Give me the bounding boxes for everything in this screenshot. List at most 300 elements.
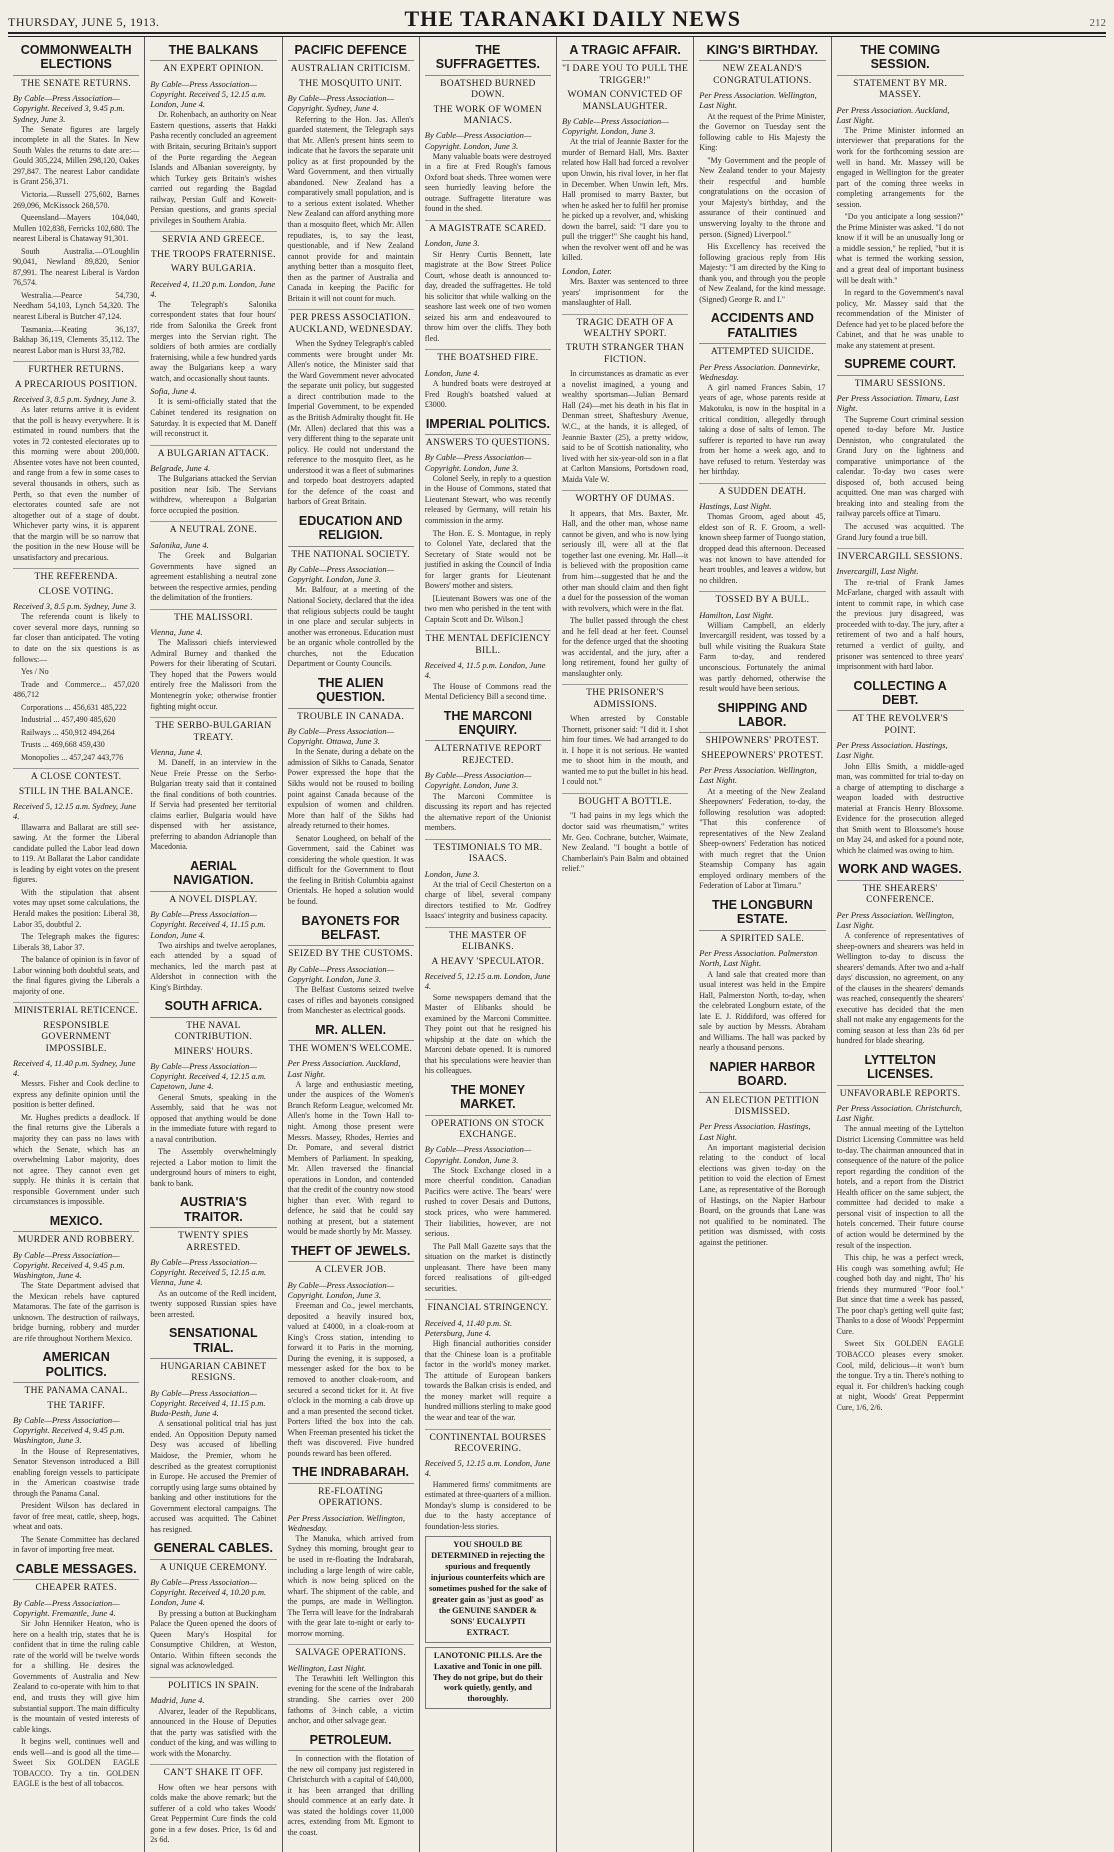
paragraph: By pressing a button at Buckingham Palace the Queen opened the doors of Queen Mary's Hospital for Consumptive Children, at Weston, Ontario. Within fifteen seconds the signal was acknowledged. bbox=[150, 1608, 277, 1671]
paragraph: President Wilson has declared in favor of free meat, cattle, sheep, hogs, wheat and oats. bbox=[13, 1501, 140, 1532]
article-headline: PACIFIC DEFENCE bbox=[288, 43, 414, 61]
paragraph: The Hon. E. S. Montague, in reply to Colonel Yate, declared that the Secretary of State would not be justified in asking the Council of India for larger grants for Lieutenant Bowers' mother and sisters. bbox=[424, 528, 551, 591]
article bbox=[425, 417, 551, 703]
subheading: CAN'T SHAKE IT OFF. bbox=[150, 1764, 276, 1779]
dateline: Invercargill, Last Night. bbox=[836, 566, 919, 577]
dateline: Wellington, Last Night. bbox=[287, 1662, 367, 1673]
paragraph: The Manuka, which arrived from Sydney this morning, brought gear to be used in re-floating the Indrabarah, including a large length of wire cable, which is now being spliced on the wharf. The shipment of the cable, and the pumps, are made in Wellington. The Terra will leave for the Indrabarah with the gear late to-night or early to-morrow morning. bbox=[287, 1533, 414, 1638]
paragraph: The Marconi Committee is discussing its report and has rejected the alternative report of the Unionist members. bbox=[424, 791, 551, 833]
dateline: Per Press Association. Wellington, Last Night. bbox=[699, 90, 817, 111]
paragraph: It appears, that Mrs. Baxter, Mr. Hall, and the other man, whose name cannot be given, and who is now lying seriously ill, were all at the flat together last one evening. Mr. Hall—it is believed with the proposition came from him—suggested that he and the other man should claim and then fight a duel for the possession of the woman with revolvers, which were in the flat. bbox=[562, 508, 689, 613]
paragraph: Many valuable boats were destroyed in a fire at Fred Rough's famous Oxford boat sheds. Three women were seen hurriedly leaving before the outrage. Suffragette literature was found in the shed. bbox=[424, 151, 551, 214]
dateline: Received 4, 11.5 p.m. London, June 4. bbox=[424, 660, 546, 681]
article bbox=[837, 679, 964, 857]
advertisement: LANOTONIC PILLS. Are the Laxative and Tonic in one pill. They do not gripe, but do their work quietly, gently, and thoroughly. bbox=[425, 1647, 551, 1710]
article bbox=[425, 1083, 551, 1709]
article bbox=[699, 701, 825, 892]
dateline: London, June 4. bbox=[424, 367, 480, 378]
article bbox=[837, 357, 964, 672]
dateline: Per Press Association. Timaru, Last Night. bbox=[836, 393, 959, 414]
subheading: AN ELECTION PETITION DISMISSED. bbox=[705, 1095, 820, 1118]
article-headline: KING'S BIRTHDAY. bbox=[699, 43, 825, 61]
article bbox=[699, 898, 825, 1054]
paragraph: A land sale that created more than usual interest was held in the Empire Hall, Palmerston North, to-day, when the celebrated Longburn estate, of the late E. J. Riddiford, was offered for sale by auction by Messrs. Abraham and Williams. The hall was packed by nearly a thousand persons. bbox=[699, 969, 826, 1053]
subheading: A BULGARIAN ATTACK. bbox=[150, 445, 276, 460]
dateline: Per Press Association. Dannevirke, Wednesday. bbox=[699, 361, 820, 382]
paragraph: When the Sydney Telegraph's cabled comments were brought under Mr. Allen's notice, the Minister said that the Ward Government never advocated the separate unit policy, but suggested a direct contribution made to the Imperial Government, to be expended as the British Admiralty thought fit. He (Mr. Allen) declared that this was a very different thing to the separate unit policy. He could not understand the reference to the mosquito fleet, as he understood it was a fleet of submarines and torpedo boat destroyers adapted for the defence of the coast and harbors of Great Britain. bbox=[287, 339, 414, 507]
dateline: Received 4, 11.40 p.m. Sydney, June 4. bbox=[13, 1057, 136, 1079]
subheading: A SPIRITED SALE. bbox=[720, 933, 805, 944]
article bbox=[837, 43, 964, 351]
paragraph: Trusts ... 469,668 459,430 bbox=[21, 740, 105, 750]
paragraph: The Senate Committee has declared in favor of importing free meat. bbox=[13, 1534, 140, 1555]
article-headline: AUSTRIA'S TRAITOR. bbox=[150, 1195, 276, 1228]
paragraph: Dr. Rohenbach, an authority on Near Eastern questions, asserts that Hakki Pasha recently concluded an agreement with Britain, securing Britain's support of the Porte regarding the Aegean Islands and Albanian sovereignty, by which Turkey gets Britain's wishes carried out regarding the Bagdad railway, Persian Gulf and Koweit-Persian questions, and grants special privileges in Southern Arabia. bbox=[150, 110, 277, 225]
dateline: By Cable—Press Association—Copyright. Received 3, 9.45 p.m. Sydney, June 3. bbox=[13, 93, 125, 124]
subheading: TOSSED BY A BULL. bbox=[699, 591, 825, 606]
paragraph: This chip, he was a perfect wreck, His cough was something awful; He coughed both day and night, Tho' his friends they murmured "Poor fool." But since that time a week has passed, The poor chap's getting well quite fast; Thanks to a dose of Woods' Peppermint Cure. bbox=[836, 1253, 964, 1336]
article bbox=[150, 1326, 276, 1535]
paragraph: The Bulgarians attacked the Servian position near Isib. The Servians withdrew, whereupon a Bulgarian force occupied the position. bbox=[150, 474, 277, 515]
subheading: ATTEMPTED SUICIDE. bbox=[710, 347, 814, 358]
article-headline: A TRAGIC AFFAIR. bbox=[562, 43, 688, 61]
subheading: A SUDDEN DEATH. bbox=[699, 483, 825, 498]
article-headline: MR. ALLEN. bbox=[288, 1023, 414, 1041]
paragraph: Alvarez, leader of the Republicans, announced in the House of Deputies that the party was satisfied with the conduct of the king, and was willing to work with the Monarchy. bbox=[150, 1706, 277, 1758]
article-headline: LYTTELTON LICENSES. bbox=[837, 1053, 964, 1086]
subheading: RESPONSIBLE GOVERNMENT IMPOSSIBLE. bbox=[41, 1020, 111, 1054]
subheading: ALTERNATIVE REPORT REJECTED. bbox=[434, 744, 542, 766]
dateline: By Cable—Press Association—Copyright. Received 4, 10.20 p.m. London, June 4. bbox=[150, 1577, 267, 1608]
article-headline: SOUTH AFRICA. bbox=[150, 999, 276, 1017]
subheading: THE TROOPS FRATERNISE. bbox=[150, 249, 276, 260]
subheading: SEIZED BY THE CUSTOMS. bbox=[288, 949, 413, 960]
paragraph: Colonel Seely, in reply to a question in the House of Commons, stated that Lieutenant Stewart, who was recently released by Germany, will retain his commission in the army. bbox=[424, 473, 551, 526]
subheading: A NEUTRAL ZONE. bbox=[150, 521, 276, 536]
article bbox=[288, 1733, 414, 1839]
subheading: POLITICS IN SPAIN. bbox=[150, 1677, 276, 1692]
paragraph: At a meeting of the New Zealand Sheepowners' Federation, to-day, the following resolution was adopted: "That this conference of representatives of the New Zealand Sheep-owners' Federation has noticed with much regret that the Union Steamship Company has again employed ordinary members of the Federation of Labor at Timaru." bbox=[699, 786, 826, 891]
subheading: THE PRISONER'S ADMISSIONS. bbox=[562, 684, 688, 711]
paragraph: Monopolies ... 457,247 443,776 bbox=[21, 752, 124, 762]
article bbox=[837, 862, 964, 1047]
dateline: By Cable—Press Association—Copyright. London, June 3. bbox=[287, 1279, 395, 1300]
dateline: Received 5, 12.15 a.m. London, June 4. bbox=[424, 1458, 551, 1479]
subheading: THE MALISSORI. bbox=[150, 609, 276, 624]
article-headline: IMPERIAL POLITICS. bbox=[425, 417, 551, 435]
dateline: By Cable—Press Association—Copyright. London, June 3. bbox=[287, 963, 395, 984]
dateline: Per Press Association. Christchurch, Last Night. bbox=[836, 1103, 963, 1124]
paragraph: Referring to the Hon. Jas. Allen's guarded statement, the Telegraph says that Mr. Allen's present hints seem to indicate that he favors the separate unit policy as at first propounded by the Ward Government, and then virtually abandoned. New Zealand has a comparatively small population, and is to a serious extent isolated. Whether New Zealand can afford anything more than a mosquito fleet, which Mr. Allen repudiates, is, to say the least, questionable, and if New Zealand cannot provide for and maintain anything better than a mosquito fleet, then as the partner of Australia and Canada in keeping the Pacific for Britain it will not count for much. bbox=[287, 114, 414, 303]
paragraph: Corporations ... 456,631 485,222 bbox=[21, 702, 127, 712]
paragraph: In connection with the flotation of the new oil company just registered in Christchurch with a capital of £40,000, it has been arranged that drilling should commence at an early date. It was stated the holdings cover 11,000 acres, extending from Mt. Egmont to the coast. bbox=[287, 1754, 414, 1837]
dateline: By Cable—Press Association—Copyright. Received 5, 12.15 a.m. London, June 4. bbox=[150, 78, 267, 110]
paragraph: It is semi-officially stated that the Cabinet tendered its resignation on Saturday. It is expected that M. Daneff will reconstruct it. bbox=[150, 397, 277, 439]
paragraph: The Senate figures are largely incomplete in all the States. In New South Wales the returns to date are:—Gould 305,224, Millen 298,120, Oakes 297,847. The nearest Labor candidate is Grant 256,371. bbox=[13, 124, 140, 187]
article bbox=[288, 676, 414, 908]
subheading: "I DARE YOU TO PULL THE TRIGGER!" bbox=[562, 64, 689, 86]
paragraph: With the stipulation that absent votes may upset some calculations, the Herald makes the position: Liberal 38, Labor 35, doubtful 2. bbox=[13, 887, 140, 929]
dateline: London, Later. bbox=[562, 265, 612, 276]
subheading: BOATSHED BURNED DOWN. bbox=[440, 78, 536, 101]
subheading: THE MOSQUITO UNIT. bbox=[299, 78, 403, 89]
subheading: TROUBLE IN CANADA. bbox=[297, 711, 405, 722]
paragraph: General Smuts, speaking in the Assembly, said that he was not opposed that anything would be done in the immediate future with regard to a naval contribution. bbox=[150, 1092, 277, 1144]
dateline: By Cable—Press Association—Copyright. Received 4, 9.45 p.m. Washington, June 4. bbox=[13, 1249, 125, 1280]
dateline: Madrid, June 4. bbox=[150, 1695, 205, 1706]
article-headline: SHIPPING AND LABOR. bbox=[699, 701, 825, 734]
article-headline: THE COMING SESSION. bbox=[837, 43, 964, 76]
subheading: A MAGISTRATE SCARED. bbox=[425, 220, 551, 235]
subheading: INVERCARGILL SESSIONS. bbox=[837, 548, 964, 563]
article-headline: THE ALIEN QUESTION. bbox=[288, 676, 414, 709]
paragraph: A large and enthusiastic meeting, under the auspices of the Women's Branch Reform League, welcomed Mr. Allen's home in the Town Hall to-night. Among those present were Messrs. Massey, Rhodes, Herries and Dr. Pomare, and several district Members of Parliament. In speaking, Mr. Allen traversed the financial operations in London, and contended that the credit of the country now stood higher than ever. With regard to defence, he said that he could say nothing at present, but a statement would be made shortly by Mr. Massey. bbox=[287, 1079, 414, 1237]
article-headline: PETROLEUM. bbox=[288, 1733, 414, 1751]
article-headline: COLLECTING A DEBT. bbox=[837, 679, 964, 712]
paragraph: The State Department advised that the Mexican rebels have captured Matamoras. The fate of the garrison is unknown. The destruction of railways, bridge burning, robbery and murder are rife throughout Northern Mexico. bbox=[13, 1281, 140, 1343]
article bbox=[150, 1195, 276, 1320]
dateline: By Cable—Press Association—Copyright. Received 4, 11.15 p.m. Buda-Pesth, June 4. bbox=[150, 1387, 266, 1419]
article-headline: ACCIDENTS AND FATALITIES bbox=[699, 311, 825, 344]
paragraph: The annual meeting of the Lyttelton District Licensing Committee was held to-day. The chairman announced that in consequence of the nature of the police report regarding the condition of the hotels, and a report from the District Health officer on the same subject, the committee had decided to make a personal visit of inspection to all the hotels concerned. Their future course of action would be determined by the result of the inspection. bbox=[836, 1124, 964, 1250]
subheading: CONTINENTAL BOURSES RECOVERING. bbox=[425, 1429, 551, 1456]
article bbox=[425, 43, 551, 411]
subheading: WORTHY OF DUMAS. bbox=[562, 490, 688, 505]
paragraph: Queensland—Mayers 104,040, Mullen 102,838, Ferricks 102,680. The nearest Liberal is Chataway 91,301. bbox=[13, 213, 140, 244]
subheading: CHEAPER RATES. bbox=[35, 1583, 117, 1594]
paragraph: The Telegraph makes the figures: Liberals 38, Labor 37. bbox=[13, 932, 140, 952]
subheading: WARY BULGARIA. bbox=[170, 264, 256, 275]
article bbox=[13, 1350, 139, 1556]
subheading: THE NATIONAL SOCIETY. bbox=[291, 549, 410, 560]
dateline: London, June 3. bbox=[424, 868, 480, 879]
subheading: A NOVEL DISPLAY. bbox=[169, 894, 258, 905]
article bbox=[288, 43, 414, 508]
masthead bbox=[8, 6, 1106, 34]
article bbox=[699, 311, 825, 694]
paragraph: Sweet Six GOLDEN EAGLE TOBACCO pleases every smoker. Cool, mild, delicious—it won't burn the tongue. Try a tin. There's nothing to equal it. For children's hacking cough at night, Woods' Great Peppermint Cure, 1/6, 2/6. bbox=[836, 1339, 964, 1412]
dateline: By Cable—Press Association—Copyright. Received 4, 9.45 p.m. Washington, June 3. bbox=[13, 1414, 125, 1446]
paragraph: A sensational political trial has just ended. An Opposition Deputy named Desy was accused of libelling Maidose, the Premier, whom he described as the greatest corruptionist in Europe. He accused the Premier of corruptly using large sums obtained by banking and other institutions for the Government electoral campaigns. The accused was acquitted. The Cabinet has resigned. bbox=[150, 1419, 277, 1534]
subheading: A CLEVER JOB. bbox=[315, 1265, 387, 1276]
column-5 bbox=[557, 37, 694, 1852]
article bbox=[150, 43, 276, 853]
paragraph: High financial authorities consider that the Chinese loan is a profitable factor in the world's money market. The attitude of European bankers towards the Balkan crisis is ended, and the money market will require a hundred millions sterling to make good the wear and tear of the war. bbox=[424, 1339, 551, 1422]
paragraph: How often we hear persons with colds make the above remark; but the sufferer of a cold who takes Woods' Great Peppermint Cure finds the cold gone in a few doses. Price, 1s 6d and 2s 6d. bbox=[150, 1782, 277, 1845]
article-headline: WORK AND WAGES. bbox=[837, 862, 964, 880]
dateline: Per Press Association. Hastings, Last Night. bbox=[699, 1121, 811, 1142]
subheading: AN EXPERT OPINION. bbox=[163, 64, 264, 75]
article-headline: THE INDRABARAH. bbox=[288, 1465, 414, 1483]
article bbox=[13, 43, 139, 1208]
paragraph: The Stock Exchange closed in a more cheerful condition. Canadian Pacifics were active. The 'bears' were rushed to cover Desais and Duttons, stock prices, who were hammered. Their liabilities, however, are not serious. bbox=[424, 1165, 551, 1239]
dateline: By Cable—Press Association—Copyright. Received 4, 12.15 a.m. Capetown, June 4. bbox=[150, 1061, 267, 1092]
subheading: HUNGARIAN CABINET RESIGNS. bbox=[160, 1361, 267, 1384]
issue-date: THURSDAY, JUNE 5, 1913. bbox=[8, 15, 160, 29]
dateline: Received 3, 8.5 p.m. Sydney, June 3. bbox=[13, 393, 137, 404]
dateline: Salonika, June 4. bbox=[150, 539, 209, 550]
paragraph: Mrs. Baxter was sentenced to three years' imprisonment for the manslaughter of Hall. bbox=[562, 277, 689, 308]
paragraph: "I had pains in my legs which the doctor said was rheumatism," writes Mr. Geo. Cochrane, butcher, Waimate, New Zealand. "I bought a bottle of Chamberlain's Pain Balm and obtained relief." bbox=[562, 811, 689, 874]
paragraph: M. Daneff, in an interview in the Neue Freie Presse on the Serbo-Bulgarian treaty said that it contained the final conditions of both countries. If Servia had presented her territorial claims earlier, Bulgaria would have dispensed with her assistance, preferring to abandon Adrianople than Macedonia. bbox=[150, 758, 277, 852]
column-2 bbox=[145, 37, 282, 1852]
subheading: THE SERBO-BULGARIAN TREATY. bbox=[150, 717, 276, 744]
paragraph: The Greek and Bulgarian Governments have signed an agreement establishing a neutral zone between the respective armies, pending the delimitation of the frontiers. bbox=[150, 550, 277, 603]
subheading: THE TARIFF. bbox=[47, 1400, 105, 1411]
article-headline: EDUCATION AND RELIGION. bbox=[288, 514, 414, 547]
subheading: THE WORK OF WOMEN MANIACS. bbox=[433, 104, 543, 126]
dateline: Vienna, June 4. bbox=[150, 627, 203, 638]
article-headline: GENERAL CABLES. bbox=[150, 1541, 276, 1559]
advertisement: YOU SHOULD BE DETERMINED in rejecting the spurious and frequently injurious counterfeits which are sometimes pushed for the sake of greater gain as 'just as good' as the GENUINE SANDER & SONS' EUCALYPTI EXTRACT. bbox=[425, 1536, 551, 1642]
paragraph: The balance of opinion is in favor of Labor winning both doubtful seats, and the final figures giving the Liberals a majority of one. bbox=[13, 955, 140, 996]
dateline: Received 5, 12.15 a.m. Sydney, June 4. bbox=[13, 801, 137, 822]
paragraph: His Excellency has received the following gracious reply from His Majesty: "I am directed by the King to thank you, and through you the people of New Zealand, for the kind message. (Signed) George R. and I." bbox=[699, 242, 826, 304]
paragraph: Tasmania.—Keating 36,137, Bakhap 36,119, Clements 35,112. The nearest Labor man is Hurst 33,782. bbox=[13, 324, 140, 355]
subheading: TRUTH STRANGER THAN FICTION. bbox=[565, 343, 685, 365]
newspaper-title: THE TARANAKI DAILY NEWS bbox=[404, 6, 742, 31]
dateline: By Cable—Press Association—Copyright. Received 5, 12.15 a.m. Vienna, June 4. bbox=[150, 1257, 267, 1288]
paragraph: The House of Commons read the Mental Deficiency Bill a second time. bbox=[424, 681, 551, 702]
subheading: THE MENTAL DEFICIENCY BILL. bbox=[425, 630, 551, 657]
subheading: BOUGHT A BOTTLE. bbox=[562, 793, 688, 808]
dateline: By Cable—Press Association—Copyright. London, June 3. bbox=[424, 452, 532, 473]
article-headline: SENSATIONAL TRIAL. bbox=[150, 1326, 276, 1359]
paragraph: The Telegraph's Salonika correspondent states that four hours' ride from Salonika the Greek front merges into the Servian right. The soldiers of both armies are cordially fraternising, while a few hundred yards away the Bulgarians keep a wary watch, and occasionally shout taunts. bbox=[150, 299, 277, 383]
dateline: Per Press Association. Auckland, Last Night. bbox=[287, 1058, 401, 1079]
paragraph: John Ellis Smith, a middle-aged man, was committed for trial to-day on a charge of attempting to discharge a weapon loaded with destructive material at Francis Henry Bloxsome. Evidence for the prosecution alleged that Smith went to Bloxsome's house on May 24, and asked for a pound note, which he claimed was owing to him. bbox=[836, 761, 964, 855]
paragraph: Mr. Hughes predicts a deadlock. If the final returns give the Liberals a majority they can pass no laws with which the Senate, which has an overwhelming Labor majority, does not agree. They cannot even get supply. He thinks it is certain that responsible Government under such circumstances is impossible. bbox=[13, 1112, 140, 1207]
dateline: London, June 3. bbox=[424, 238, 480, 249]
dateline: Received 3, 8.5 p.m. Sydney, June 3. bbox=[13, 601, 137, 612]
subheading: MINERS' HOURS. bbox=[173, 1046, 253, 1057]
subheading: TRAGIC DEATH OF A WEALTHY SPORT. bbox=[562, 314, 688, 341]
subheading: TESTIMONIALS TO MR. ISAACS. bbox=[425, 839, 551, 866]
dateline: By Cable—Press Association—Copyright. London, June 3. bbox=[562, 115, 669, 137]
paragraph: It begins well, continues well and ends well—and is good all the time—Sweet Six GOLDEN EAGLE TOBACCO. Try a tin. GOLDEN EAGLE is the best of all tobaccos. bbox=[13, 1737, 140, 1789]
article bbox=[13, 1214, 139, 1345]
paragraph: "My Government and the people of New Zealand tender to your Majesty their respectful and humble congratulations on the occasion of your Majesty's birthday, and the assurance of their continued and unswerving loyalty to the throne and person. (Signed) Liverpool." bbox=[699, 155, 826, 239]
paragraph: The Malissori chiefs interviewed Admiral Burney and thanked the Powers for their liberating of Scutari. They hoped that the Powers would entirely free the Malissori from the Montenegrin yoke; otherwise frontier fighting might occur. bbox=[150, 638, 277, 711]
article-headline: AERIAL NAVIGATION. bbox=[150, 859, 276, 892]
dateline: Per Press Association. Palmerston North, Last Night. bbox=[699, 948, 818, 969]
paragraph: Victoria.—Russell 275,602, Barnes 269,096, McKissock 268,570. bbox=[13, 189, 140, 210]
paragraph: Hammered firms' commitments are estimated at three-quarters of a million. Monday's slump is considered to be due to the hasty acceptance of foundation-less stories. bbox=[424, 1479, 551, 1531]
subheading: SERVIA AND GREECE. bbox=[150, 231, 276, 246]
dateline: Received 5, 12.15 a.m. London, June 4. bbox=[424, 971, 551, 992]
paragraph: At the trial of Jeannie Baxter for the murder of Bernard Hall, Mrs. Baxter related how Hall had forced a revolver upon Unwin, his rival lover, in her flat in December. When Unwin left, Mrs. Hall promised to marry Baxter, but when he asked her to fulfil her promise he picked up a revolver, and, whisking down the barrel, said: "I dare you to pull the trigger!" She caught his hand, when the revolver went off and he was killed. bbox=[562, 137, 689, 263]
subheading: ANSWERS TO QUESTIONS. bbox=[425, 438, 550, 449]
article-headline: THEFT OF JEWELS. bbox=[288, 1244, 414, 1262]
article bbox=[288, 1465, 414, 1726]
subheading: A UNIQUE CEREMONY. bbox=[159, 1562, 268, 1573]
article-headline: NAPIER HARBOR BOARD. bbox=[699, 1060, 825, 1093]
subheading: THE SHEARERS' CONFERENCE. bbox=[862, 883, 938, 906]
subheading: FINANCIAL STRINGENCY. bbox=[425, 1299, 551, 1314]
paragraph: Thomas Groom, aged about 45, eldest son of R. F. Groom, a well-known sheep farmer of Tuongo station, dropped dead this afternoon. Deceased was not known to have attended for heart troubles, and leaves a widow, but no children. bbox=[699, 512, 826, 585]
paragraph: The Prime Minister informed an interviewer that preparations for the work for the forthcoming session are well in hand. Mr. Massey will be engaged in Wellington for the greater part of the coming three weeks in completing arrangements for the session. bbox=[836, 125, 964, 209]
subheading: THE SENATE RETURNS. bbox=[21, 78, 132, 89]
article-headline: THE LONGBURN ESTATE. bbox=[699, 898, 825, 931]
subheading: RE-FLOATING OPERATIONS. bbox=[318, 1486, 384, 1509]
column-6 bbox=[694, 37, 831, 1852]
subheading: CLOSE VOTING. bbox=[38, 586, 114, 597]
paragraph: [Lieutenant Bowers was one of the two men who perished in the tent with Captain Scott and Dr. Wilson.] bbox=[424, 593, 551, 624]
article-headline: SUPREME COURT. bbox=[837, 357, 964, 375]
paragraph: Senator Lougheed, on behalf of the Government, said the Cabinet was considering the whole question. It was difficult for the Government to flout the feeling in British Columbia against Orientals. He hoped a solution would be found. bbox=[287, 833, 414, 906]
article bbox=[425, 709, 551, 1077]
subheading: A CLOSE CONTEST. bbox=[13, 768, 139, 783]
article bbox=[150, 1541, 276, 1846]
dateline: Belgrade, June 4. bbox=[150, 463, 211, 474]
subheading: STILL IN THE BALANCE. bbox=[18, 786, 134, 797]
paragraph: Westralia.—Pearce 54,730, Needham 54,103, Lynch 54,320. The nearest Liberal is Butcher 47,124. bbox=[13, 290, 140, 321]
subheading: PER PRESS ASSOCIATION. AUCKLAND, WEDNESDAY. bbox=[288, 309, 414, 336]
paragraph: A conference of representatives of sheep-owners and shearers was held in Wellington to-day to discuss the shearers' demands. After two and a-half days' discussion, no agreement, on any of the clauses in the shearers' demands was reached, consequently the shearers' executive has decided that the men shall not make any engagements for the coming season at less than 23s 6d per hundred for blade shearing. bbox=[836, 930, 964, 1046]
column-7 bbox=[832, 37, 969, 1852]
paragraph: The referenda count is likely to cover several more days, running so far closer than anticipated. The voting to date on the six questions is as follows:— bbox=[13, 612, 140, 664]
dateline: Per Press Association. Hastings, Last Night. bbox=[836, 740, 948, 761]
subheading: SALVAGE OPERATIONS. bbox=[288, 1644, 414, 1659]
dateline: Received 4, 11.20 p.m. London, June 4. bbox=[150, 278, 276, 299]
subheading: WOMAN CONVICTED OF MANSLAUGHTER. bbox=[567, 90, 683, 112]
column-1 bbox=[8, 37, 145, 1852]
subheading: FURTHER RETURNS. bbox=[13, 361, 139, 376]
subheading: THE MASTER OF ELIBANKS. bbox=[425, 927, 551, 954]
subheading: SHEEPOWNERS' PROTEST. bbox=[701, 750, 824, 761]
dateline: Vienna, June 4. bbox=[150, 746, 203, 757]
article-headline: CABLE MESSAGES. bbox=[13, 1562, 139, 1580]
dateline: By Cable—Press Association—Copyright. London, June 3. bbox=[424, 1144, 532, 1165]
article-headline: THE BALKANS bbox=[150, 43, 276, 61]
paragraph: The bullet passed through the chest and he fell dead at her feet. Counsel for the defence urged that the shooting was accidental, and the jury, after a long retirement, found her guilty of manslaughter only. bbox=[562, 616, 689, 678]
dateline: By Cable—Press Association—Copyright. Fremantle, June 4. bbox=[13, 1597, 120, 1618]
article bbox=[288, 514, 414, 670]
paragraph: In the Senate, during a debate on the admission of Sikhs to Canada, Senator Power expressed the hope that the Sikhs would not be roused to boiling point against Canada because of the expulsion of women and children. More than half of the Sikhs had already returned to their homes. bbox=[287, 747, 414, 831]
article bbox=[699, 1060, 825, 1248]
paragraph: South Australia.—O'Loughlin 90,041, Newland 89,820, Senior 87,991. The nearest Liberal is Vardon 76,574. bbox=[13, 246, 140, 288]
dateline: Hamilton, Last Night. bbox=[699, 609, 774, 620]
paragraph: At the trial of Cecil Chesterton on a charge of libel, several company directors testified to Mr. Godfrey Isaacs' integrity and business capacity. bbox=[424, 879, 551, 921]
article bbox=[562, 43, 688, 875]
paragraph: Yes / No bbox=[21, 667, 49, 677]
dateline: Sofia, June 4. bbox=[150, 386, 197, 397]
paragraph: "Do you anticipate a long session?" the Prime Minister was asked. "I do not know if it will be an unusually long or a middle session," he replied, "but it is what is termed the working session, and a great deal of important business will be dealt with." bbox=[836, 212, 964, 285]
paragraph: Two airships and twelve aeroplanes, each attended by a squad of mechanics, led the march past at Aldershot in connection with the King's Birthday. bbox=[150, 940, 277, 992]
dateline: Hastings, Last Night. bbox=[699, 501, 772, 512]
subheading: MINISTERIAL RETICENCE. bbox=[13, 1002, 139, 1017]
paragraph: At the request of the Prime Minister, the Governor on Tuesday sent the following cable to His Majesty the King: bbox=[699, 111, 826, 153]
paragraph: In circumstances as dramatic as ever a novelist imagined, a young and wealthy sportsman—Julian Bernard Hall (24)—met his death in his flat in Denman street, Shaftesbury Avenue, W.C., at the hands, it is alleged, of Jeannie Baxter (25), a pretty widow, said to be of Scottish nationality, who lived with her six-year-old son in a flat at Carlton Mansions, Portsdown road, Maida Vale W. bbox=[562, 369, 689, 484]
paragraph: Railways ... 450,912 494,264 bbox=[21, 727, 115, 737]
subheading: THE PANAMA CANAL. bbox=[24, 1386, 128, 1397]
paragraph: As later returns arrive it is evident that the poll is heavy everywhere. It is estimated in round numbers that the votes in 72 contested electorates up to this morning were about 200,000. Absentee votes have not been counted, and range from a few in some cases to several thousands in others, such as Perth, so that even the number of electorates counted safe are not altogether out of a stage of doubt. Whichever party wins, it is apparent that the margin will be so narrow that the position in the new House will be unsatisfactory and precarious. bbox=[13, 405, 140, 562]
article bbox=[150, 999, 276, 1189]
paragraph: Mr. Balfour, at a meeting of the National Society, declared that the idea that religious subjects could be taught in one place and secular subjects in another was erroneous. Education must be an organic whole controlled by the churches, not the Education Department or County Councils. bbox=[287, 585, 414, 669]
subheading: OPERATIONS ON STOCK EXCHANGE. bbox=[431, 1118, 545, 1141]
paragraph: A hundred boats were destroyed at Fred Rough's boatshed valued at £3000. bbox=[424, 379, 551, 410]
subheading: AUSTRALIAN CRITICISM. bbox=[290, 64, 411, 75]
paragraph: Freeman and Co., jewel merchants, deposited a heavily insured box, valued at £4000, in a cloak-room at King's Cross station, intending to forward it to Paris in the morning. During the evening, it is supposed, a messenger asked for the box to be removed to another cloak-room, and secured a second ticket for it. At five o'clock in the morning a cab drove up and a man presented the second ticket. Porters lifted the box into the cab. When Freeman presented his ticket the theft was discovered. Five hundred pounds reward has been offered. bbox=[287, 1301, 414, 1458]
paragraph: When arrested by Constable Thornett, prisoner said: "I did it. I shot him four times. We had arranged to do it. I hope it is not serious. He wanted me to shoot him in the mouth, and wanted me to put the bullet in his head. I could not." bbox=[562, 714, 689, 787]
dateline: Per Press Association. Auckland, Last Night. bbox=[836, 104, 950, 125]
subheading: SHIPOWNERS' PROTEST. bbox=[705, 736, 820, 747]
paragraph: Some newspapers demand that the Master of Elibanks should be examined by the Marconi Committee. They point out that he resigned his whipship at the date on which the Marconi debate opened. It is rumored that his speculations were heavier than his colleagues. bbox=[424, 992, 551, 1076]
article-headline: BAYONETS FOR BELFAST. bbox=[288, 914, 414, 947]
subheading: UNFAVORABLE REPORTS. bbox=[839, 1088, 961, 1099]
paragraph: Industrial ... 457,490 485,620 bbox=[21, 715, 116, 725]
subheading: AT THE REVOLVER'S POINT. bbox=[851, 714, 949, 736]
article bbox=[150, 859, 276, 993]
subheading: A HEAVY 'SPECULATOR. bbox=[431, 956, 545, 967]
subheading: TWENTY SPIES ARRESTED. bbox=[178, 1231, 249, 1253]
column-grid bbox=[8, 36, 1106, 1845]
paragraph: The re-trial of Frank James McFarlane, charged with assault with intent to commit rape, in which case the previous jury disagreed, was proceeded with to-day. The jury, after a retirement of two and a half hours, returned a verdict of guilty, and prisoner was sentenced to three years' imprisonment with hard labor. bbox=[836, 577, 964, 672]
subheading: THE BOATSHED FIRE. bbox=[425, 349, 551, 364]
paragraph: A girl named Frances Sabin, 17 years of age, whose parents reside at Makotuku, is now in the hospital in a critical condition, allegedly through taking a dose of salts of lemon. The sufferer is reported to have run away from her home a week ago, and to have refused to return. Yesterday was her birthday. bbox=[699, 382, 826, 477]
article bbox=[288, 1023, 414, 1238]
column-3 bbox=[283, 37, 420, 1852]
paragraph: As an outcome of the Redl incident, twenty supposed Russian spies have been arrested. bbox=[150, 1288, 277, 1319]
dateline: Per Press Association. Wellington, Last Night. bbox=[836, 909, 955, 930]
article-headline: THE SUFFRAGETTES. bbox=[425, 43, 551, 76]
article bbox=[288, 1244, 414, 1459]
paragraph: The Belfast Customs seized twelve cases of rifles and bayonets consigned from Manchester as electrical goods. bbox=[287, 985, 414, 1016]
subheading: A PRECARIOUS POSITION. bbox=[14, 379, 138, 390]
article-headline: COMMONWEALTH ELECTIONS bbox=[13, 43, 139, 76]
subheading: STATEMENT BY MR. MASSEY. bbox=[853, 78, 948, 101]
paragraph: Messrs. Fisher and Cook decline to express any definite opinion until the position is better defined. bbox=[13, 1079, 140, 1110]
article-headline: MEXICO. bbox=[13, 1214, 139, 1232]
article bbox=[837, 1053, 964, 1413]
paragraph: Illawarra and Ballarat are still see-sawing. At the former the Liberal candidate pulled the Labor lead down to 119. At Ballarat the Labor candidate is leading by eight votes on the present figures. bbox=[13, 822, 140, 885]
column-4 bbox=[420, 37, 557, 1852]
dateline: By Cable—Press Association—Copyright. Received 4, 11.15 p.m. London, June 4. bbox=[150, 909, 266, 940]
dateline: By Cable—Press Association—Copyright. Sydney, June 4. bbox=[287, 93, 395, 114]
subheading: TIMARU SESSIONS. bbox=[854, 378, 946, 389]
subheading: MURDER AND ROBBERY. bbox=[17, 1235, 135, 1246]
dateline: By Cable—Press Association—Copyright. London, June 3. bbox=[287, 564, 395, 585]
paragraph: In the House of Representatives, Senator Stevenson introduced a Bill enabling foreign vessels to participate in the American coastwise trade through the Panama Canal. bbox=[13, 1446, 140, 1498]
paragraph: Trade and Commerce... 457,020 486,712 bbox=[13, 679, 140, 700]
paragraph: William Campbell, an elderly Invercargill resident, was tossed by a bull while visiting the Ruakura State Farm to-day, and rendered unconscious. Fortunately the animal was partly dehorned, otherwise the result would have been serious. bbox=[699, 620, 826, 694]
paragraph: The Assembly overwhelmingly rejected a Labor motion to limit the underground hours of miners to eight, bank to bank. bbox=[150, 1147, 277, 1188]
article bbox=[288, 914, 414, 1017]
paragraph: The Terawhiti left Wellington this evening for the scene of the Indrabarah stranding. She carries over 200 fathoms of 3-inch cable, a victim anchor, and other salvage gear. bbox=[287, 1673, 414, 1726]
article-headline: THE MONEY MARKET. bbox=[425, 1083, 551, 1116]
dateline: Received 4, 11.40 p.m. St. Petersburg, June 4. bbox=[424, 1317, 513, 1338]
paragraph: Sir Henry Curtis Bennett, late magistrate at the Bow Street Police Court, whose death is announced to-day, dreaded the suffragettes. He told his solicitor that while walking on the seashore last week one of two women seized his arm and endeavoured to throw him over the cliffs. They both fled. bbox=[424, 249, 551, 343]
paragraph: In regard to the Government's naval policy, Mr. Massey said that the recommendation of the Minister of Defence had yet to be placed before the Cabinet, and that he was unable to make any statement at present. bbox=[836, 288, 964, 350]
paragraph: The Pall Mall Gazette says that the situation on the market is distinctly unpleasant. There have been many forced realisations of gilt-edged securities. bbox=[424, 1241, 551, 1293]
paragraph: Sir John Henniker Heaton, who is here on a health trip, states that he is confident that in time the ruling cable rate of the world will be twelve words for a shilling. He desires the Governments of Australia and New Zealand to co-operate with him to that end, and trusts they will give him substantial support. The main difficulty is the mountain of vested interests of cable kings. bbox=[13, 1619, 140, 1734]
paragraph: An important magisterial decision relating to the conduct of local elections was given to-day on the petition to void the election of Ernest Lane, as representative of the Borough of Hastings, on the Napier Harbour Board, on the grounds that Lane was not qualified to be nominated. The petition was dismissed, with costs against the petitioner. bbox=[699, 1142, 826, 1247]
paragraph: The Supreme Court criminal session opened to-day before Mr. Justice Denniston, who congratulated the Grand Jury on the lightness and comparative unimportance of the calendar. To-day two cases were disposed of, both accused being acquitted. One man was charged with breaking into and stealing from the railway parcels office at Timaru. bbox=[836, 414, 964, 519]
dateline: Per Press Association. Wellington, Wednesday. bbox=[287, 1512, 406, 1533]
subheading: NEW ZEALAND'S CONGRATULATIONS. bbox=[713, 64, 812, 86]
subheading: THE WOMEN'S WELCOME. bbox=[289, 1044, 413, 1055]
dateline: By Cable—Press Association—Copyright. London, June 3. bbox=[424, 770, 532, 791]
article-headline: AMERICAN POLITICS. bbox=[13, 1350, 139, 1383]
article-headline: THE MARCONI ENQUIRY. bbox=[425, 709, 551, 742]
article bbox=[699, 43, 825, 305]
dateline: By Cable—Press Association—Copyright. London, June 3. bbox=[424, 130, 532, 151]
dateline: Per Press Association. Wellington, Last Night. bbox=[699, 765, 817, 786]
subheading: THE NAVAL CONTRIBUTION. bbox=[174, 1020, 253, 1043]
dateline: By Cable—Press Association—Copyright. Ottawa, June 3. bbox=[287, 725, 395, 747]
article bbox=[13, 1562, 139, 1790]
subheading: THE REFERENDA. bbox=[13, 568, 139, 583]
